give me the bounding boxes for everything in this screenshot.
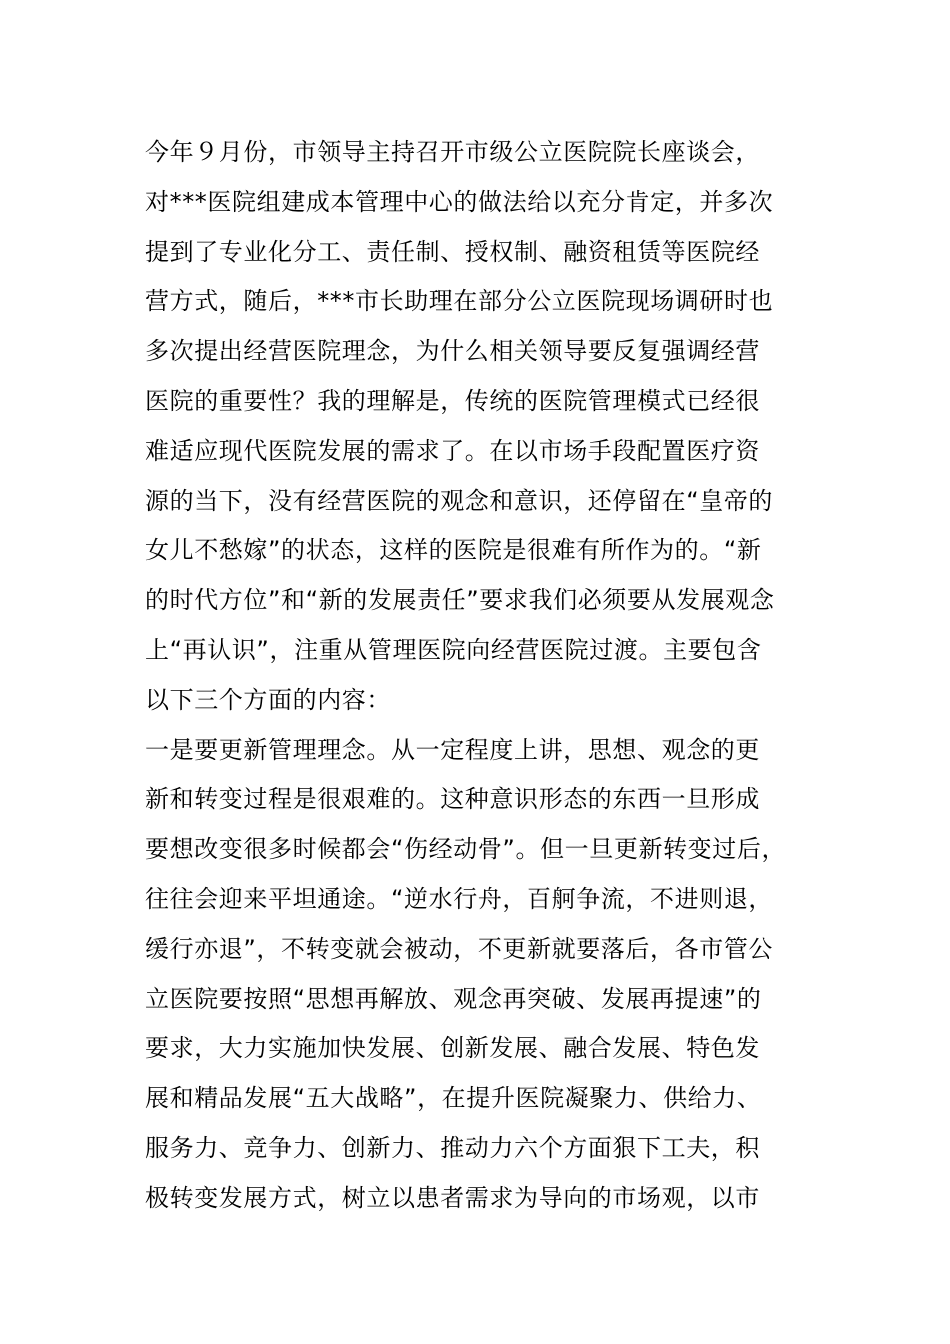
text-line: 对***医院组建成本管理中心的做法给以充分肯定，并多次 bbox=[145, 187, 774, 216]
text-line: 极转变发展方式，树立以患者需求为导向的市场观，以市 bbox=[145, 1183, 760, 1212]
text-line: 女儿不愁嫁”的状态，这样的医院是很难有所作为的。“新 bbox=[145, 536, 762, 565]
text-line: 一是要更新管理理念。从一定程度上讲，思想、观念的更 bbox=[145, 735, 760, 764]
text-line: 多次提出经营医院理念，为什么相关领导要反复强调经营 bbox=[145, 337, 760, 366]
text-line: 医院的重要性？我的理解是，传统的医院管理模式已经很 bbox=[145, 386, 760, 415]
text-line: 服务力、竞争力、创新力、推动力六个方面狠下工夫，积 bbox=[145, 1133, 760, 1162]
text-line: 的时代方位”和“新的发展责任”要求我们必须要从发展观念 bbox=[145, 586, 775, 615]
text-line: 展和精品发展“五大战略”，在提升医院凝聚力、供给力、 bbox=[145, 1084, 762, 1113]
text-line: 立医院要按照“思想再解放、观念再突破、发展再提速”的 bbox=[145, 984, 762, 1013]
text-line: 往往会迎来平坦通途。“逆水行舟，百舸争流，不进则退， bbox=[145, 884, 774, 913]
body-text bbox=[145, 128, 845, 1224]
text-line: 要想改变很多时候都会“伤经动骨”。但一旦更新转变过后， bbox=[145, 835, 787, 864]
text-line: 今年９月份，市领导主持召开市级公立医院院长座谈会， bbox=[145, 138, 760, 166]
text-line: 新和转变过程是很艰难的。这种意识形态的东西一旦形成 bbox=[145, 785, 760, 814]
text-line: 要求，大力实施加快发展、创新发展、融合发展、特色发 bbox=[145, 1034, 760, 1063]
text-line: 源的当下，没有经营医院的观念和意识，还停留在“皇帝的 bbox=[145, 486, 774, 515]
text-line: 缓行亦退”，不转变就会被动，不更新就要落后，各市管公 bbox=[145, 934, 774, 963]
text-line: 营方式，随后，***市长助理在部分公立医院现场调研时也 bbox=[145, 287, 774, 316]
text-line: 上“再认识”，注重从管理医院向经营医院过渡。主要包含 bbox=[145, 635, 762, 664]
text-line: 提到了专业化分工、责任制、授权制、融资租赁等医院经 bbox=[145, 237, 760, 266]
text-line: 难适应现代医院发展的需求了。在以市场手段配置医疗资 bbox=[145, 436, 760, 465]
text-line: 以下三个方面的内容： bbox=[145, 685, 391, 714]
